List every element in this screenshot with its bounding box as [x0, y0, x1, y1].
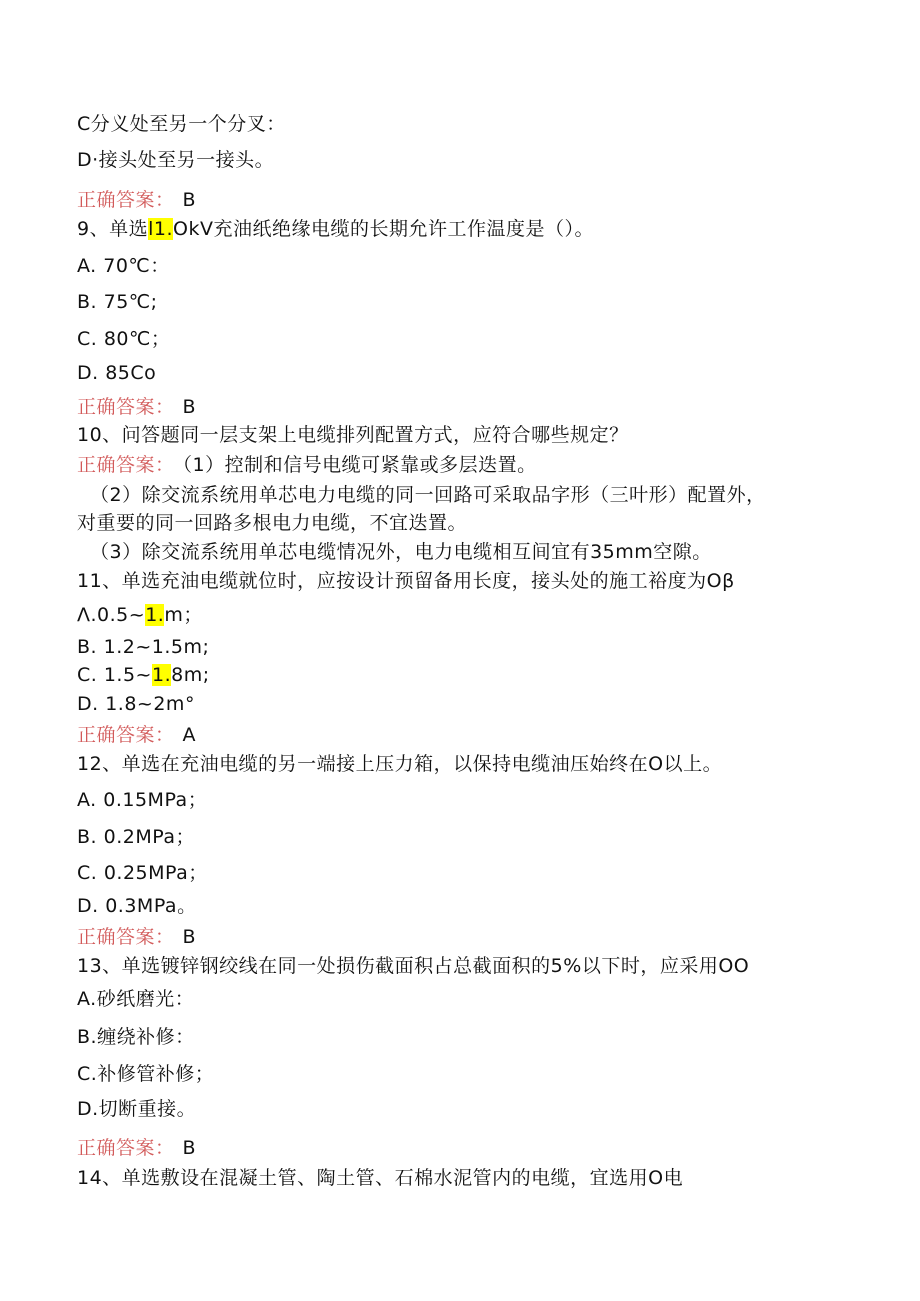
option-text: 8m;	[171, 664, 210, 686]
option-text: C. 1.5~	[77, 664, 152, 686]
q13-option-b: B.缠绕补修：	[77, 1026, 195, 1048]
question-9-prefix: 9、单选	[77, 218, 149, 240]
option-c-line: C分义处至另一个分叉：	[77, 113, 286, 135]
question-9	[77, 217, 594, 241]
highlight-mark: 1.	[151, 664, 172, 686]
answer-label: 正确答案：	[77, 926, 175, 948]
q12-option-d: D. 0.3MPa。	[77, 895, 197, 917]
q12-option-a: A. 0.15MPa；	[77, 789, 208, 811]
answer-label: 正确答案：	[77, 454, 175, 476]
q9-option-c: C. 80℃；	[77, 328, 171, 350]
q9-option-a: A. 70℃：	[77, 255, 170, 277]
answer-value: B	[182, 189, 197, 211]
q11-option-b: B. 1.2~1.5m;	[77, 636, 210, 658]
highlight-mark: 1.	[145, 604, 165, 626]
answer-label: 正确答案：	[77, 724, 175, 746]
answer-value: B	[182, 1137, 197, 1159]
option-text: m；	[164, 604, 203, 626]
q10-answer-p3: （3）除交流系统用单芯电缆情况外，电力电缆相互间宜有35mm空隙。	[90, 541, 712, 563]
q13-option-a: A.砂纸磨光：	[77, 988, 195, 1010]
q9-option-d: D. 85Co	[77, 362, 157, 384]
q12-option-c: C. 0.25MPa；	[77, 862, 208, 884]
q10-answer-line	[77, 453, 537, 477]
answer-value: B	[182, 396, 197, 418]
question-13: 13、单选镀锌钢绞线在同一处损伤截面积占总截面积的5%以下时，应采用OO	[77, 955, 750, 977]
q12-answer-line	[77, 925, 196, 949]
answer-line	[77, 188, 196, 212]
option-d-line: D·接头处至另一接头。	[77, 149, 275, 171]
q11-option-d: D. 1.8~2m°	[77, 693, 195, 715]
answer-label: 正确答案：	[77, 396, 175, 418]
question-10: 10、问答题同一层支架上电缆排列配置方式，应符合哪些规定？	[77, 424, 629, 446]
highlight-mark: l1.	[148, 218, 174, 240]
answer-label: 正确答案：	[77, 1137, 175, 1159]
q11-option-a	[77, 603, 203, 627]
option-text: Λ.0.5~	[77, 604, 146, 626]
answer-value: A	[182, 724, 197, 746]
question-9-text: OkV充油纸绝缘电缆的长期允许工作温度是（）。	[173, 218, 594, 240]
question-12: 12、单选在充油电缆的另一端接上压力箱，以保持电缆油压始终在O以上。	[77, 753, 723, 775]
q13-option-c: C.补修管补修；	[77, 1063, 215, 1085]
q12-option-b: B. 0.2MPa；	[77, 826, 195, 848]
q10-answer-p2a: （2）除交流系统用单芯电力电缆的同一回路可采取品字形（三叶形）配置外，	[90, 484, 766, 506]
q10-answer-p2b: 对重要的同一回路多根电力电缆，不宜迭置。	[77, 512, 468, 534]
q9-option-b: B. 75℃;	[77, 291, 158, 313]
q11-option-c	[77, 663, 210, 687]
q11-answer-line	[77, 723, 196, 747]
question-11: 11、单选充油电缆就位时，应按设计预留备用长度，接头处的施工裕度为Oβ	[77, 570, 735, 592]
question-14: 14、单选敷设在混凝土管、陶土管、石棉水泥管内的电缆，宜选用O电	[77, 1167, 684, 1189]
answer-label: 正确答案：	[77, 189, 175, 211]
answer-value: B	[182, 926, 197, 948]
q13-answer-line	[77, 1136, 196, 1160]
q13-option-d: D.切断重接。	[77, 1098, 197, 1120]
answer-value: （1）控制和信号电缆可紧靠或多层迭置。	[182, 454, 537, 476]
q9-answer-line	[77, 395, 196, 419]
